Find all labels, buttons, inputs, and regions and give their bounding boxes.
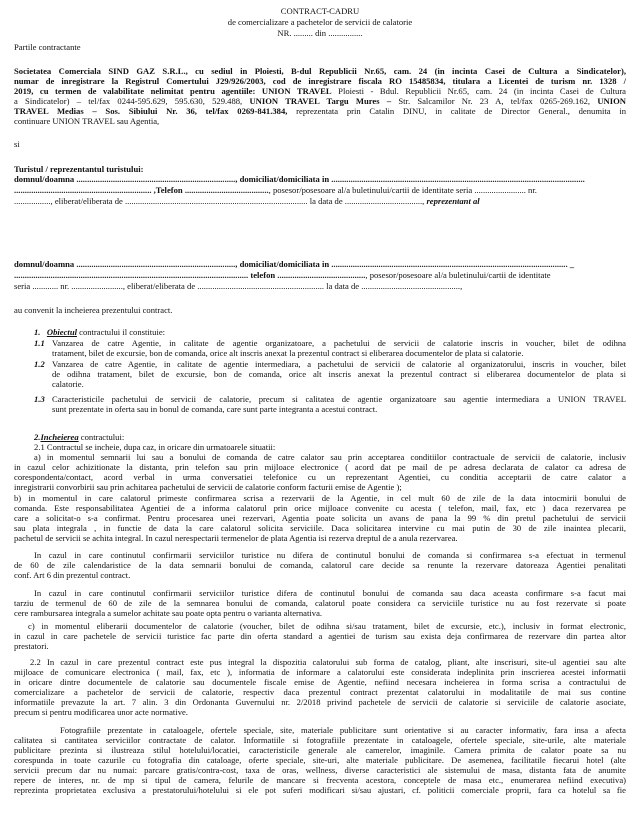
representative-line-3: seria ............ nr. ........................, eliberat/eliberata de ........................................................... la data de .............................................., [14,281,463,291]
clause-2-2-line-2: mijloace de comunicare electronica ( mail, fax, etc ), informatia de informare a calatorului este considerata indeplinita prin inscrierea acestei informatii [14,667,626,677]
parties-label: Partile contractante [14,42,81,52]
and-label: si [14,139,20,149]
photos-line-7: reprezinta proprietatea exclusiva a prestatorului/hotelului si ele pot suferi modificari si/sau ajustari, cf. politicii comerciale proprii, fara ca hotelul sa fie [14,785,626,795]
company-line-2: numar de inregistrare la Registrul Comertului J29/926/2003, cod de inregistrare fiscala RO 15485834, titulara a Licentei de turism nr. 1328 / [14,76,626,86]
photos-line-1: Fotografiile prezentate in cataloagele, ofertele speciale, site, materiale publicitare sunt orientative si au caracter informativ, fara insa a afecta [60,725,626,735]
clause-b-line-1: b) in momentul in care calatorul primeste confirmarea scrisa a rezervarii de la Agentie, in cel mult 60 de zile de la data intocmirii bonului de [14,493,626,503]
clause-b-line-2: comanda. Este responsabilitatea Agentiei de a informa calatorul prin orice mijloace convenite cu acesta ( telefon, mail, fax, etc ) daca rezervarea pe [14,503,626,513]
representative-line-1: domnul/doamna .........................................................................., domiciliat/domiciliata in .............................................................................................................. _ [14,259,575,269]
clause-c-line-2: in cazul in care pachetele de servicii turistice fac parte din oferta standard a agentiei de turism sau exista deja confirmarea de rezervare din partea altor [14,631,626,641]
contract-title: CONTRACT-CADRU [280,6,360,16]
tourist-heading: Turistul / reprezentantul turistului: [14,164,144,174]
clause-b3-line-2: tarziu de termenul de 60 de zile de la semnarea bonului de comanda, calatorul poate considera ca serviciile turistice nu au fost rezervate si poate [14,598,626,608]
photos-line-2: calitatea si cantitatea serviciilor contractate de calator. Informatiile si fotografiile prezentate in cataloagele, ofertele speciale, site-urile, alte materiale [14,735,626,745]
clause-b-line-4: sau plata integrala , in functie de data la care calatorul solicita serviciile. Daca solicitarea intervine cu mai putin de 30 de zile inaintea plecarii, [14,523,626,533]
item-1-1-number: 1.1 [34,338,45,348]
clause-b-line-5: pachetul de servicii se achita integral. In cazul nerespectarii termenelor de plata Agentia isi rezerva dreptul de a anula rezervarea. [14,533,458,543]
clause-a-line-2: in cazul celor achizitionate la distanta, prin telefon sau prin mijloace electronice ( acord dat pe mail de pe adresa declarata de calator ca adresa de [14,462,626,472]
section-1-heading: 1. Obiectul contractului il constituie: [34,327,166,337]
item-1-2-line-2: de odihna tratament, bilet de excursie, bon de comanda, orice alt inscris anexat la prezentul contract si eliberarea documentelor de plata si [52,369,626,379]
item-1-2-line-3: calatorie. [52,379,84,389]
clause-b2-line-1: In cazul in care continutul confirmarii serviciilor turistice nu difera de continutul bonului de comanda si confirmarea s-a efectuat in termenul [34,550,626,560]
item-1-3-line-2: sunt prezentate in oferta sau in bonul de comanda, care sunt parte integranta a acestui contract. [52,404,378,414]
representative-line-2: ............................................................................................................. telefon ........................................., posesor/posesoare al/a buletinului/cartii de identitate [14,270,551,280]
clause-2-2-line-4: comercializare a pachetelor de servicii de calatorie, respectiv daca prezentul contract prezentat calatorului in modalitatile de mai sus contine [14,687,626,697]
clause-2-2-line-1: 2.2 In cazul in care prezentul contract este pus integral la dispozitia calatorului sub forma de catalog, pliant, alte inscrisuri, site-ul agentiei sau alte [30,657,626,667]
tourist-line-1: domnul/doamna .........................................................................., domiciliat/domiciliata in ...................................................................................................................... [14,174,585,184]
clause-2-1: 2.1 Contractul se incheie, dupa caz, in oricare din urmatoarele situatii: [34,442,276,452]
section-2-heading: 2.Incheierea contractului: [34,432,125,442]
item-1-2-number: 1.2 [34,359,45,369]
clause-2-2-line-5: informatiile prevazute la art. 7 alin. 3 din Ordonanta Guvernului nr. 2/2018 privind pachetele de servicii de calatorie si serviciile de calatorie asociate, [14,697,626,707]
clause-b3-line-1: In cazul in care continutul confirmarii serviciilor turistice difera de continutul bonului de comanda sau daca aceasta confirmare s-a facut mai [34,588,626,598]
item-1-3-line-1: Caracteristicile pachetului de servicii de calatorie, precum si calitatea de agentie organizatoare sau agentie intermediara a UNION TRAVEL [52,394,626,404]
photos-line-3: publicitare prezinta si ilustreaza stilul hotelului/locatiei, caracteristicile generale ale camerelor, imaginile. Camera primita de calator poate sa nu [14,745,626,755]
clause-c-line-3: prestatori. [14,641,49,651]
item-1-1-line-2: tratament, bilet de excursie, bon de comanda, orice alt inscris anexat la prezentul contract si eliberarea documentelor de plata si calatorie. [52,348,524,358]
item-1-1-line-1: Vanzarea de catre Agentie, in calitate de agentie organizatoare, a pachetului de servicii de calatorie inscris in voucher, bilet de odihna [52,338,626,348]
clause-b2-line-3: conf. Art 6 din prezentul contract. [14,570,131,580]
company-line-6: continuare UNION TRAVEL sau Agentia, [14,116,160,126]
company-line-4: a Sindicatelor) – tel/fax 0244-595.629, 595.630, 529.488, UNION TRAVEL Targu Mures – Str. Salcamilor Nr. 23 A, tel/fax 0265-269.162, UNION [14,96,626,106]
photos-line-6: repere de interes, nr. de mp si tipul de camera, felurile de mancare si frecventa acestora, conceptele de masa etc., enumerarea nefiind executiva) [14,775,626,785]
contract-subtitle: de comercializare a pachetelor de servicii de calatorie [227,17,413,27]
tourist-line-2: ................................................................ ,Telefon ......................................., posesor/posesoare al/a buletinului/cartii de identitate seria ........................ nr. [14,185,537,195]
clause-c-line-1: c) in momentul eliberarii documentelor de calatorie (voucher, bilet de odihna si/sau tratament, bilet de excursie, etc.), inclusiv in format electronic, [28,621,626,631]
clause-b-line-3: care a solicitat-o s-a confirmat. Pentru procesarea unei rezervari, Agentia poate solicita un avans de pana la 99 % din pretul pachetului de servicii [14,513,626,523]
item-1-3-number: 1.3 [34,394,45,404]
tourist-line-3: ................., eliberat/eliberata de ..................................................................................... la data de ...................................., reprezentant al [14,196,480,206]
clause-b3-line-3: cere rambursarea integrala a sumelor achitate sau poate opta pentru o varianta alternativa. [14,608,323,618]
company-line-5: TRAVEL Medias – Sos. Sibiului Nr. 36, tel/fax 0269-841.384, reprezentata prin Catalin DINU, in calitate de Director General., denumita in [14,106,626,116]
company-line-3: 2019, cu termen de valabilitate nelimitat pentru agentiile: UNION TRAVEL Ploiesti - Bdul. Republicii Nr.65, cam. 24 (in incinta Casei de Cultura [14,86,626,96]
clause-a-line-1: a) in momentul semnarii lui sau a bonului de comanda de catre calator sau prin acceptarea conditiilor contractuale de servicii de calatorie, inclusiv [34,452,626,462]
clause-2-2-line-6: precum si pentru modificarea unor acte normative. [14,707,188,717]
clause-a-line-4: inregistrarii convorbirii sau prin achitarea pachetului de servicii de calatorie conform facturii emise de Agentie ); [14,482,402,492]
item-1-2-line-1: Vanzarea de catre Agentie, in calitate de agentie intermediara, a pachetului de servicii de calatorie al organizatorului, inscris in voucher, bilet [52,359,626,369]
company-line-1: Societatea Comerciala SIND GAZ S.R.L., cu sediul in Ploiesti, B-dul Republicii Nr.65, cam. 24 (in incinta Casei de Cultura a Sindicatelor), [14,66,626,76]
clause-2-2-line-3: in oricare dintre documentele de calatorie sau documentele fiscale emise de Agentie, nefiind necesara incheierea in forma scrisa a contractului de [14,677,626,687]
contract-number-line: NR. ......... din ................ [277,28,363,38]
photos-line-4: corespunda in toate cazurile cu fotografia din cataloage, oferte speciale, site-uri, alte materiale publicitare. De asemenea, facilitatile fiecarui hotel (alte [14,755,626,765]
clause-a-line-3: corespondenta/contact, acord verbal in urma conversatiei telefonice cu un reprezentant Agentiei, cu conditia acceptarii de catre calator a [14,472,626,482]
clause-b2-line-2: de 60 de zile calendaristice de la data semnarii bonului de comanda, calatorul care decide sa renunte la rezervare datoreaza Agentiei penalitati [14,560,626,570]
agreed-line: au convenit la incheierea prezentului contract. [14,305,173,315]
photos-line-5: servicii precum dar nu numai: parcare gratis/contra-cost, taxa de oras, wellness, diverse caracteristici ale sistemului de masa, distanta fata de anumite [14,765,626,775]
